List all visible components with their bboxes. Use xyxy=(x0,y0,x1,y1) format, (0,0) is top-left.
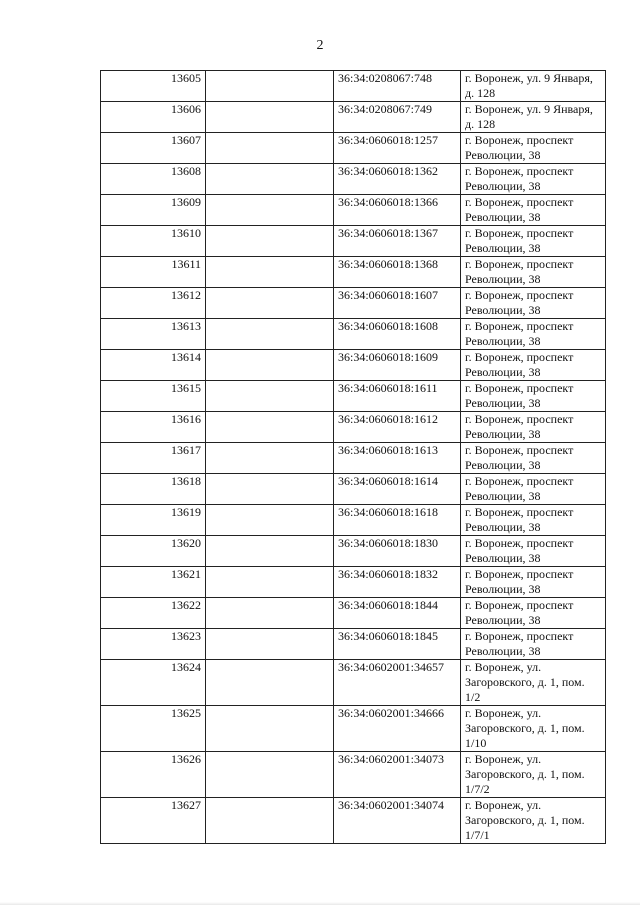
cadastral-number: 36:34:0606018:1832 xyxy=(334,567,461,598)
address: г. Воронеж, ул. Загоровского, д. 1, пом. 1/10 xyxy=(461,706,606,752)
empty-cell xyxy=(206,195,334,226)
address: г. Воронеж, проспект Революции, 38 xyxy=(461,474,606,505)
table-row xyxy=(101,71,606,102)
address: г. Воронеж, проспект Революции, 38 xyxy=(461,629,606,660)
empty-cell xyxy=(206,798,334,844)
table-row xyxy=(101,798,606,844)
table-row xyxy=(101,226,606,257)
empty-cell xyxy=(206,505,334,536)
row-number: 13625 xyxy=(101,706,206,752)
row-number: 13612 xyxy=(101,288,206,319)
table-row xyxy=(101,102,606,133)
empty-cell xyxy=(206,443,334,474)
row-number: 13606 xyxy=(101,102,206,133)
address: г. Воронеж, проспект Революции, 38 xyxy=(461,536,606,567)
cadastral-number: 36:34:0606018:1830 xyxy=(334,536,461,567)
cadastral-number: 36:34:0602001:34657 xyxy=(334,660,461,706)
empty-cell xyxy=(206,536,334,567)
table-row xyxy=(101,706,606,752)
row-number: 13622 xyxy=(101,598,206,629)
cadastral-number: 36:34:0602001:34666 xyxy=(334,706,461,752)
cadastral-number: 36:34:0606018:1368 xyxy=(334,257,461,288)
empty-cell xyxy=(206,164,334,195)
cadastral-number: 36:34:0606018:1845 xyxy=(334,629,461,660)
address: г. Воронеж, проспект Революции, 38 xyxy=(461,226,606,257)
cadastral-number: 36:34:0606018:1257 xyxy=(334,133,461,164)
cadastral-number: 36:34:0606018:1367 xyxy=(334,226,461,257)
empty-cell xyxy=(206,660,334,706)
row-number: 13608 xyxy=(101,164,206,195)
row-number: 13614 xyxy=(101,350,206,381)
cadastral-number: 36:34:0208067:748 xyxy=(334,71,461,102)
table-row xyxy=(101,133,606,164)
cadastral-number: 36:34:0606018:1613 xyxy=(334,443,461,474)
empty-cell xyxy=(206,226,334,257)
row-number: 13619 xyxy=(101,505,206,536)
table-row xyxy=(101,443,606,474)
cadastral-number: 36:34:0606018:1844 xyxy=(334,598,461,629)
address: г. Воронеж, проспект Революции, 38 xyxy=(461,412,606,443)
table-row xyxy=(101,412,606,443)
row-number: 13605 xyxy=(101,71,206,102)
table-row xyxy=(101,257,606,288)
row-number: 13613 xyxy=(101,319,206,350)
table-row xyxy=(101,752,606,798)
empty-cell xyxy=(206,598,334,629)
empty-cell xyxy=(206,133,334,164)
cadastral-number: 36:34:0602001:34073 xyxy=(334,752,461,798)
table-row xyxy=(101,319,606,350)
empty-cell xyxy=(206,350,334,381)
table-row xyxy=(101,288,606,319)
cadastral-number: 36:34:0606018:1618 xyxy=(334,505,461,536)
address: г. Воронеж, проспект Революции, 38 xyxy=(461,257,606,288)
empty-cell xyxy=(206,706,334,752)
address: г. Воронеж, ул. 9 Января, д. 128 xyxy=(461,71,606,102)
empty-cell xyxy=(206,412,334,443)
row-number: 13609 xyxy=(101,195,206,226)
table-body xyxy=(101,71,606,844)
table-row xyxy=(101,195,606,226)
page-number: 2 xyxy=(316,38,324,53)
row-number: 13624 xyxy=(101,660,206,706)
empty-cell xyxy=(206,102,334,133)
row-number: 13610 xyxy=(101,226,206,257)
empty-cell xyxy=(206,288,334,319)
empty-cell xyxy=(206,257,334,288)
row-number: 13615 xyxy=(101,381,206,412)
row-number: 13611 xyxy=(101,257,206,288)
table-row xyxy=(101,629,606,660)
table-row xyxy=(101,474,606,505)
address: г. Воронеж, ул. Загоровского, д. 1, пом. 1/7/1 xyxy=(461,798,606,844)
cadastral-number: 36:34:0606018:1366 xyxy=(334,195,461,226)
address: г. Воронеж, проспект Революции, 38 xyxy=(461,350,606,381)
address: г. Воронеж, проспект Революции, 38 xyxy=(461,195,606,226)
empty-cell xyxy=(206,381,334,412)
cadastral-number: 36:34:0602001:34074 xyxy=(334,798,461,844)
property-register-table xyxy=(100,70,606,844)
cadastral-number: 36:34:0606018:1612 xyxy=(334,412,461,443)
address: г. Воронеж, проспект Революции, 38 xyxy=(461,319,606,350)
cadastral-number: 36:34:0606018:1362 xyxy=(334,164,461,195)
table-row xyxy=(101,505,606,536)
row-number: 13618 xyxy=(101,474,206,505)
empty-cell xyxy=(206,752,334,798)
address: г. Воронеж, проспект Революции, 38 xyxy=(461,288,606,319)
cadastral-number: 36:34:0606018:1609 xyxy=(334,350,461,381)
table-row xyxy=(101,598,606,629)
empty-cell xyxy=(206,319,334,350)
table-row xyxy=(101,350,606,381)
address: г. Воронеж, ул. Загоровского, д. 1, пом. 1/2 xyxy=(461,660,606,706)
address: г. Воронеж, ул. 9 Января, д. 128 xyxy=(461,102,606,133)
table-row xyxy=(101,567,606,598)
cadastral-number: 36:34:0606018:1607 xyxy=(334,288,461,319)
cadastral-number: 36:34:0208067:749 xyxy=(334,102,461,133)
address: г. Воронеж, проспект Революции, 38 xyxy=(461,164,606,195)
address: г. Воронеж, проспект Революции, 38 xyxy=(461,443,606,474)
table-row xyxy=(101,660,606,706)
cadastral-number: 36:34:0606018:1611 xyxy=(334,381,461,412)
row-number: 13616 xyxy=(101,412,206,443)
row-number: 13607 xyxy=(101,133,206,164)
empty-cell xyxy=(206,71,334,102)
row-number: 13623 xyxy=(101,629,206,660)
row-number: 13620 xyxy=(101,536,206,567)
empty-cell xyxy=(206,629,334,660)
table-row xyxy=(101,536,606,567)
cadastral-number: 36:34:0606018:1614 xyxy=(334,474,461,505)
table-row xyxy=(101,164,606,195)
row-number: 13617 xyxy=(101,443,206,474)
address: г. Воронеж, проспект Революции, 38 xyxy=(461,133,606,164)
row-number: 13626 xyxy=(101,752,206,798)
address: г. Воронеж, проспект Революции, 38 xyxy=(461,567,606,598)
row-number: 13621 xyxy=(101,567,206,598)
address: г. Воронеж, ул. Загоровского, д. 1, пом. 1/7/2 xyxy=(461,752,606,798)
row-number: 13627 xyxy=(101,798,206,844)
address: г. Воронеж, проспект Революции, 38 xyxy=(461,598,606,629)
empty-cell xyxy=(206,474,334,505)
empty-cell xyxy=(206,567,334,598)
table-row xyxy=(101,381,606,412)
address: г. Воронеж, проспект Революции, 38 xyxy=(461,381,606,412)
address: г. Воронеж, проспект Революции, 38 xyxy=(461,505,606,536)
cadastral-number: 36:34:0606018:1608 xyxy=(334,319,461,350)
